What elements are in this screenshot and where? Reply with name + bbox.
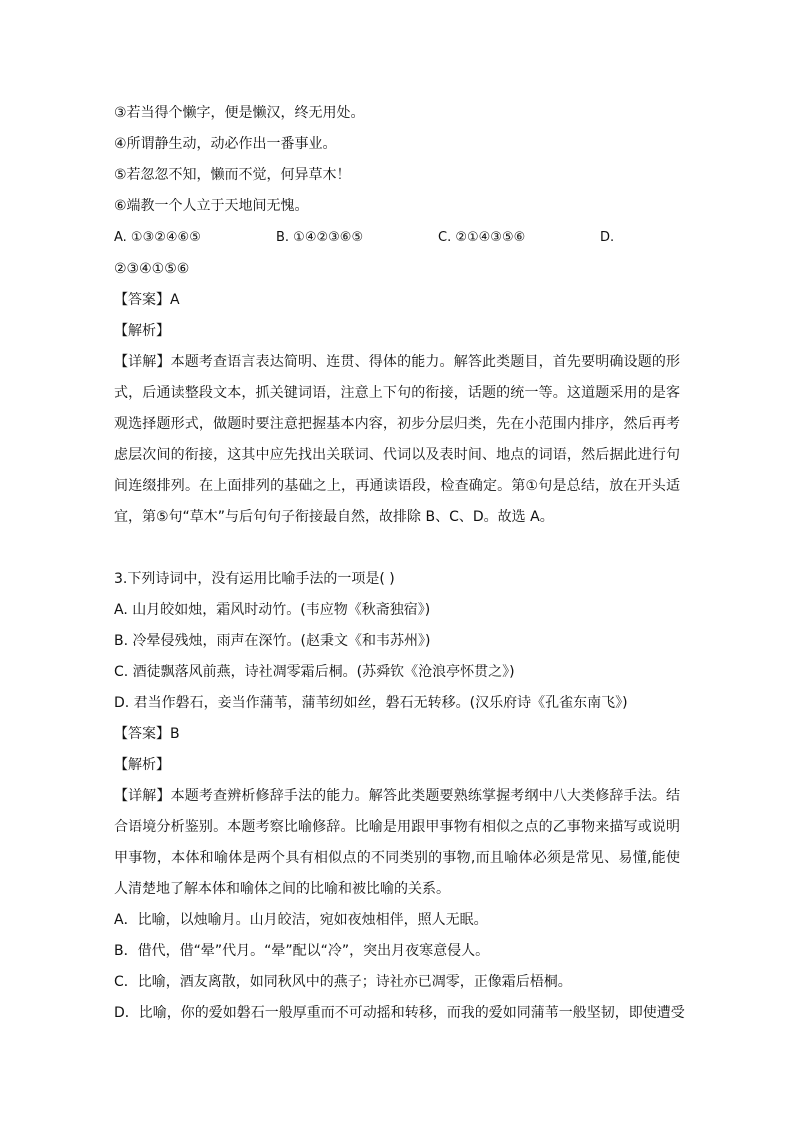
- sentence-4: ④所谓静生动，动必作出一番事业。: [114, 136, 337, 152]
- q2-detail-line-1: 【详解】本题考查语言表达简明、连贯、得体的能力。解答此类题目，首先要明确设题的形: [114, 354, 680, 370]
- q2-detail-line-4: 虑层次间的衔接，这其中应先找出关联词、代词以及表时间、地点的词语，然后据此进行句: [114, 447, 680, 463]
- q3-option-a: A. 山月皎如烛，霜风时动竹。(韦应物《秋斋独宿》): [114, 602, 431, 618]
- q3-explanation-d: D．比喻，你的爱如磐石一般厚重而不可动摇和转移，而我的爱如同蒲苇一般坚韧，即使遭受: [114, 1005, 685, 1021]
- q2-options-row: [114, 229, 680, 247]
- q3-detail-line-3: 甲事物，本体和喻体是两个具有相似点的不同类别的事物,而且喻体必须是常见、易懂,能使: [114, 850, 680, 866]
- q2-option-d-continued: ②③④①⑤⑥: [114, 261, 190, 277]
- q3-analysis-label: 【解析】: [114, 757, 170, 773]
- q3-explanation-b: B．借代，借“晕”代月。“晕”配以“冷”，突出月夜寒意侵人。: [114, 943, 490, 959]
- q3-option-b: B. 冷晕侵残烛，雨声在深竹。(赵秉文《和韦苏州》): [114, 633, 431, 649]
- q2-detail-line-2: 式，后通读整段文本，抓关键词语，注意上下句的衔接，话题的统一等。这道题采用的是客: [114, 385, 680, 401]
- q2-option-c: C. ②①④③⑤⑥: [438, 230, 526, 245]
- q3-answer: 【答案】B: [114, 726, 180, 742]
- q3-explanation-c: C．比喻，酒友离散，如同秋风中的燕子；诗社亦已凋零，正像霜后梧桐。: [114, 974, 572, 990]
- q2-answer: 【答案】A: [114, 292, 180, 308]
- sentence-5: ⑤若忽忽不知，懒而不觉，何异草木！: [114, 167, 351, 183]
- q3-question: 3.下列诗词中，没有运用比喻手法的一项是( ): [114, 571, 395, 587]
- q2-option-b: B. ①④②③⑥⑤: [276, 230, 364, 245]
- q3-detail-line-1: 【详解】本题考查辨析修辞手法的能力。解答此类题要熟练掌握考纲中八大类修辞手法。结: [114, 788, 680, 804]
- q3-explanation-a: A．比喻，以烛喻月。山月皎洁，宛如夜烛相伴，照人无眠。: [114, 912, 488, 928]
- q3-detail-line-2: 合语境分析鉴别。本题考察比喻修辞。比喻是用跟甲事物有相似之点的乙事物来描写或说明: [114, 819, 680, 835]
- q2-analysis-label: 【解析】: [114, 323, 170, 339]
- q2-detail-line-6: 宜，第⑤句“草木”与后句句子衔接最自然，故排除 B、C、D。故选 A。: [114, 509, 554, 525]
- q2-option-a: A. ①③②④⑥⑤: [114, 230, 201, 245]
- q2-option-d: D.: [600, 230, 615, 245]
- q3-detail-line-4: 人清楚地了解本体和喻体之间的比喻和被比喻的关系。: [114, 881, 450, 897]
- sentence-3: ③若当得个懒字，便是懒汉，终无用处。: [114, 105, 365, 121]
- q3-option-c: C. 酒徒飘落风前燕，诗社凋零霜后桐。(苏舜钦《沧浪亭怀贯之》): [114, 664, 515, 680]
- q2-detail-line-3: 观选择题形式，做题时要注意把握基本内容，初步分层归类，先在小范围内排序，然后再考: [114, 416, 680, 432]
- sentence-6: ⑥端教一个人立于天地间无愧。: [114, 198, 309, 214]
- q2-detail-line-5: 间连缀排列。在上面排列的基础之上，再通读语段，检查确定。第①句是总结，放在开头适: [114, 478, 680, 494]
- q3-option-d: D. 君当作磐石，妾当作蒲苇，蒲苇纫如丝，磐石无转移。(汉乐府诗《孔雀东南飞》): [114, 695, 628, 711]
